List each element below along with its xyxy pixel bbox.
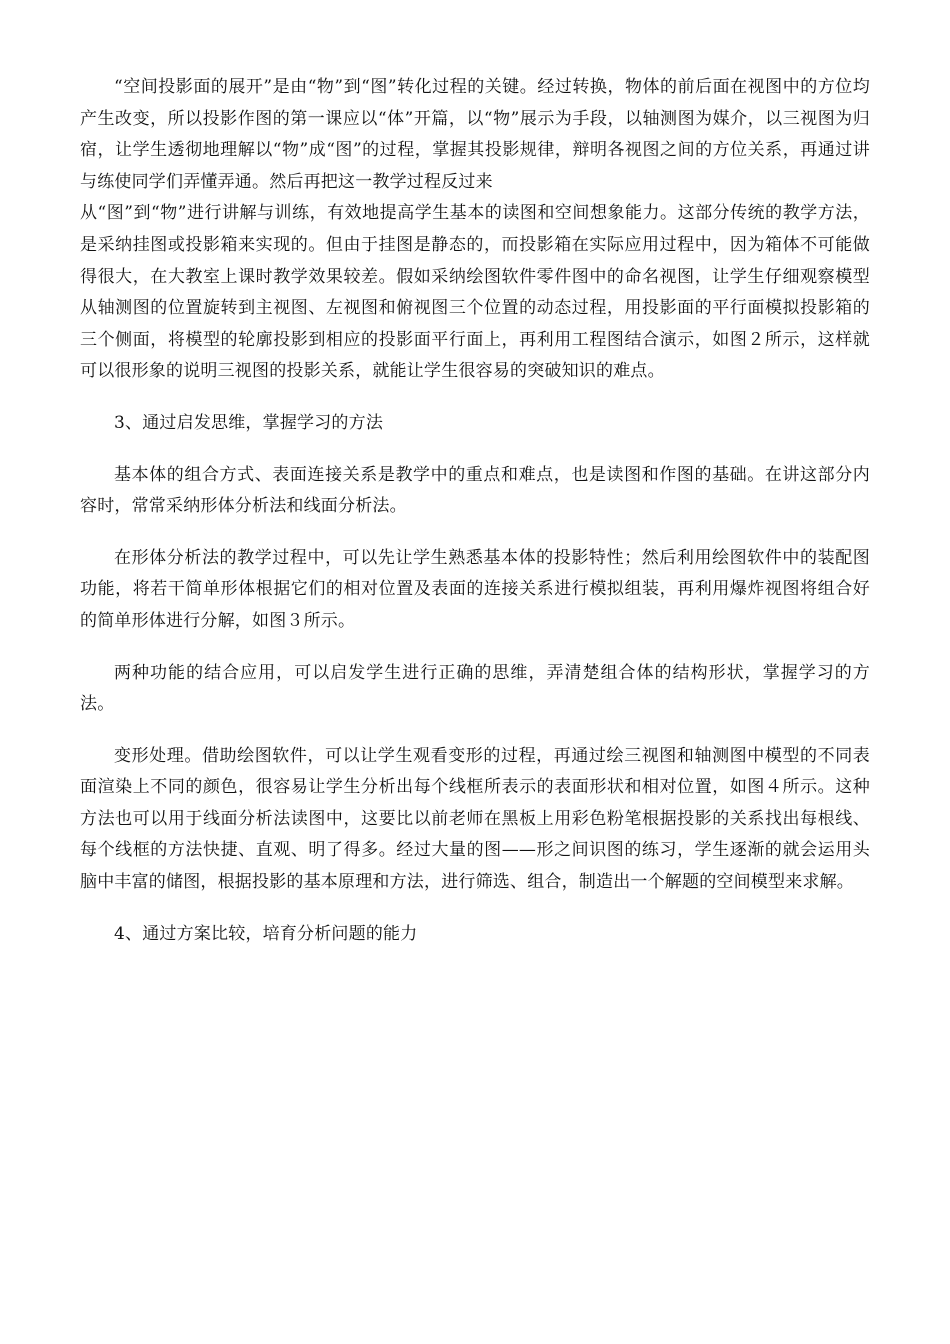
section-heading-3: 3、通过启发思维，掌握学习的方法 [114,412,384,433]
document-page [80,72,870,950]
paragraph-3: 基本体的组合方式、表面连接关系是教学中的重点和难点，也是读图和作图的基础。在讲这部分内容时，常常采纳形体分析法和线面分析法。 [80,464,870,517]
paragraph-5: 两种功能的结合应用，可以启发学生进行正确的思维，弄清楚组合体的结构形状，掌握学习的方法。 [80,662,870,715]
paragraph-4: 在形体分析法的教学过程中，可以先让学生熟悉基本体的投影特性；然后利用绘图软件中的装配图功能，将若干简单形体根据它们的相对位置及表面的连接关系进行模拟组装，再利用爆炸视图将组合好的简单形体进行分解，如图３所示。 [80,547,870,631]
paragraph-6: 变形处理。借助绘图软件，可以让学生观看变形的过程，再通过绘三视图和轴测图中模型的不同表面渲染上不同的颜色，很容易让学生分析出每个线框所表示的表面形状和相对位置，如图４所示。这种方法也可以用于线面分析法读图中，这要比以前老师在黑板上用彩色粉笔根据投影的关系找出每根线、每个线框的方法快捷、直观、明了得多。经过大量的图——形之间识图的练习，学生逐渐的就会运用头脑中丰富的储图，根据投影的基本原理和方法，进行筛选、组合，制造出一个解题的空间模型来求解。 [80,745,870,893]
section-heading-4: 4、通过方案比较，培育分析问题的能力 [114,923,418,944]
paragraph-2: 从“图”到“物”进行讲解与训练，有效地提高学生基本的读图和空间想象能力。这部分传统的教学方法，是采纳挂图或投影箱来实现的。但由于挂图是静态的，而投影箱在实际应用过程中，因为箱体不可能做得很大，在大教室上课时教学效果较差。假如采纳绘图软件零件图中的命名视图，让学生仔细观察模型从轴测图的位置旋转到主视图、左视图和俯视图三个位置的动态过程，用投影面的平行面模拟投影箱的三个侧面，将模型的轮廓投影到相应的投影面平行面上，再利用工程图结合演示，如图２所示，这样就可以很形象的说明三视图的投影关系，就能让学生很容易的突破知识的难点。 [80,203,870,382]
paragraph-1: “空间投影面的展开”是由“物”到“图”转化过程的关键。经过转换，物体的前后面在视图中的方位均产生改变，所以投影作图的第一课应以“体”开篇，以“物”展示为手段，以轴测图为媒介，以三视图为归宿，让学生透彻地理解以“物”成“图”的过程，掌握其投影规律，辩明各视图之间的方位关系，再通过讲与练使同学们弄懂弄通。然后再把这一教学过程反过来 [80,77,870,192]
